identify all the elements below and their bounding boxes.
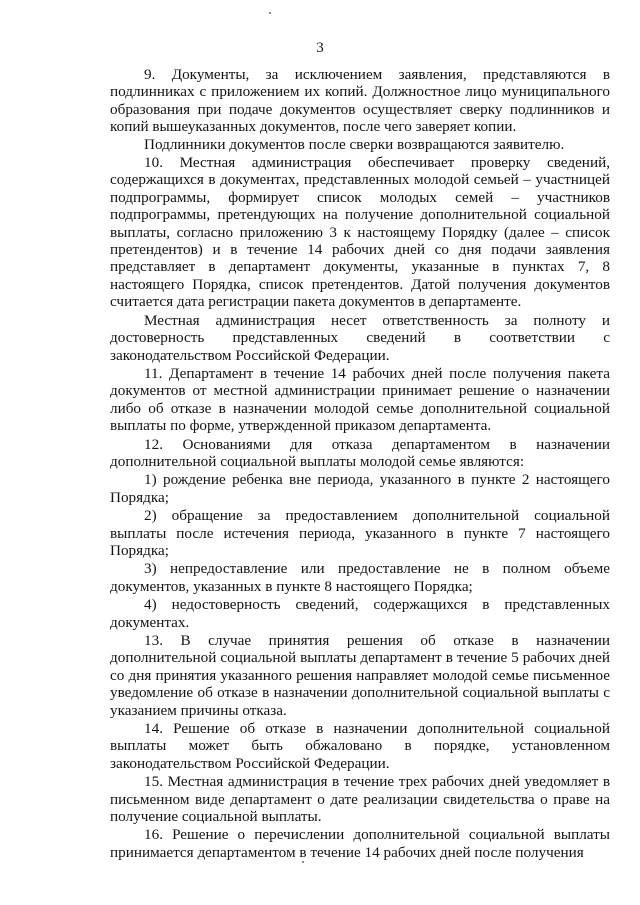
scan-speck: [269, 12, 271, 14]
paragraph-item-12: 12. Основаниями для отказа департаментом в назначении дополнительной социальной выплаты молодой семье являются:: [110, 435, 610, 470]
scan-speck: [302, 861, 304, 863]
paragraph-item-12-sub-2: 2) обращение за предоставлением дополнительной социальной выплаты после истечения периода, указанного в пункте 7 настоящего Порядка;: [110, 507, 610, 559]
document-body: [110, 66, 610, 861]
paragraph-originals-returned: Подлинники документов после сверки возвращаются заявителю.: [144, 135, 565, 153]
paragraph-item-12-sub-4: 4) недостоверность сведений, содержащихся в представленных документах.: [110, 596, 610, 631]
page-number: 3: [316, 40, 324, 56]
paragraph-item-11: 11. Департамент в течение 14 рабочих дней после получения пакета документов от местной администрации принимает решение о назначении либо об отказе в назначении молодой семье дополнительной социальной выплаты по форме, утвержденной приказом департамента.: [110, 364, 610, 435]
paragraph-item-14: 14. Решение об отказе в назначении дополнительной социальной выплаты может быть обжаловано в порядке, установленном законодательством Российской Федерации.: [110, 720, 610, 772]
paragraph-item-13: 13. В случае принятия решения об отказе в назначении дополнительной социальной выплаты департамент в течение 5 рабочих дней со дня принятия указанного решения направляет молодой семье письменное уведомление об отказе в назначении дополнительной социальной выплаты с указанием причины отказа.: [110, 632, 610, 719]
paragraph-item-10: 10. Местная администрация обеспечивает проверку сведений, содержащихся в документах, представленных молодой семьей – участницей подпрограммы, формирует список молодых семей – участников подпрограммы, претендующих на получение дополнительной социальной выплаты, согласно приложению 3 к настоящему Порядку (далее – список претендентов) и в течение 14 рабочих дней со дня подачи заявления представляет в департамент документы, указанные в пунктах 7, 8 настоящего Порядка, список претендентов. Датой получения документов считается дата регистрации пакета документов в департаменте.: [110, 154, 610, 311]
paragraph-item-12-sub-3: 3) непредоставление или предоставление не в полном объеме документов, указанных в пункте 8 настоящего Порядка;: [110, 560, 610, 595]
paragraph-item-15: 15. Местная администрация в течение трех рабочих дней уведомляет в письменном виде департамент о дате реализации свидетельства о праве на получение социальной выплаты.: [110, 773, 610, 826]
paragraph-item-9: 9. Документы, за исключением заявления, представляются в подлинниках с приложением их копий. Должностное лицо муниципального образования при подаче документов осуществляет сверку подлинников и копий вышеуказанных документов, после чего заверяет копии.: [110, 66, 610, 136]
paragraph-item-16: 16. Решение о перечислении дополнительной социальной выплаты принимается департаментом в течение 14 рабочих дней после получения: [110, 826, 610, 861]
paragraph-item-12-sub-1: 1) рождение ребенка вне периода, указанного в пункте 2 настоящего Порядка;: [110, 471, 610, 506]
paragraph-administration-responsibility: Местная администрация несет ответственность за полноту и достоверность представленных сведений в соответствии с законодательством Российской Федерации.: [110, 311, 610, 364]
